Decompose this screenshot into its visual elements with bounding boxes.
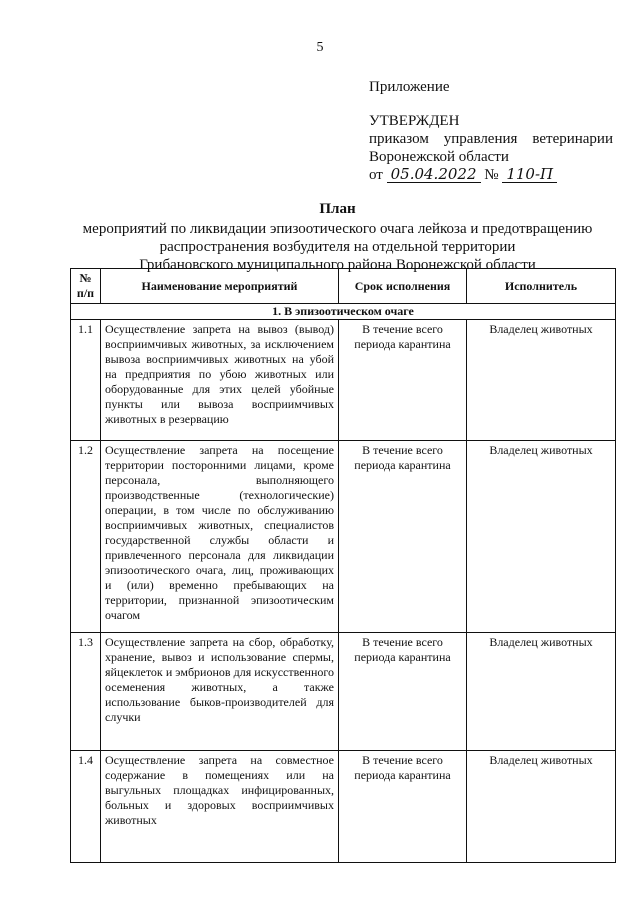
section-row [71, 304, 616, 320]
row-executor: Владелец животных [467, 441, 616, 633]
row-term: В течение всего периода карантина [339, 633, 467, 751]
plan-subtitle-line-2: распространения возбудителя на отдельной территории [159, 239, 516, 255]
header-name: Наименование мероприятий [101, 269, 339, 304]
plan-subtitle-line-3: Грибановского муниципального района Воронежской области [139, 257, 536, 273]
approved-heading: УТВЕРЖДЕН [369, 113, 460, 129]
row-name: Осуществление запрета на сбор, обработку, хранение, вывоз и использование спермы, яйцеклеток и эмбрионов для искусственного осеменения животных, а также использование быков-производителей для случки [101, 633, 339, 751]
section-title: 1. В эпизоотическом очаге [71, 304, 616, 320]
number-prefix: № [484, 167, 499, 183]
row-term: В течение всего периода карантина [339, 320, 467, 441]
row-executor: Владелец животных [467, 751, 616, 863]
row-num: 1.2 [71, 441, 101, 633]
order-issuer-line: приказом управления ветеринарии [369, 131, 613, 147]
header-term: Срок исполнения [339, 269, 467, 304]
plan-title-block [60, 200, 615, 274]
page-number: 5 [316, 40, 324, 55]
table-row [71, 751, 616, 863]
row-name: Осуществление запрета на посещение территории посторонними лицами, кроме персонала, выполняющего производственные (технологические) операции, в том числе по обслуживанию восприимчивых животных, специалистов государственной службы области и привлеченного персонала для ликвидации эпизоотического очага, лиц, проживающих и (или) временно пребывающих на территории, признанной эпизоотическим очагом [101, 441, 339, 633]
plan-heading: План [319, 201, 356, 217]
row-executor: Владелец животных [467, 320, 616, 441]
row-num: 1.4 [71, 751, 101, 863]
row-num: 1.1 [71, 320, 101, 441]
row-num: 1.3 [71, 633, 101, 751]
row-name: Осуществление запрета на вывоз (вывод) восприимчивых животных, за исключением вывоза восприимчивых животных на убой на предприятия по убою животных или оборудованные для этих целей убойные пункты или вывоза восприимчивых животных в резервацию [101, 320, 339, 441]
table-row [71, 633, 616, 751]
row-term: В течение всего периода карантина [339, 441, 467, 633]
plan-subtitle-line-1: мероприятий по ликвидации эпизоотического очага лейкоза и предотвращению [82, 221, 593, 237]
header-num: № п/п [71, 269, 101, 304]
row-name: Осуществление запрета на совместное содержание в помещениях или на выгульных площадках инфицированных, больных и здоровых восприимчивых животных [101, 751, 339, 863]
order-number: 110-П [502, 166, 557, 183]
row-executor: Владелец животных [467, 633, 616, 751]
plan-table [70, 268, 616, 863]
approval-block [369, 78, 613, 184]
date-prefix: от [369, 167, 383, 183]
table-row [71, 441, 616, 633]
order-region-line: Воронежской области [369, 149, 509, 165]
table-row [71, 320, 616, 441]
header-executor: Исполнитель [467, 269, 616, 304]
appendix-label: Приложение [369, 79, 450, 95]
order-date: 05.04.2022 [387, 166, 481, 183]
row-term: В течение всего периода карантина [339, 751, 467, 863]
table-header-row [71, 269, 616, 304]
order-date-line [369, 166, 613, 184]
